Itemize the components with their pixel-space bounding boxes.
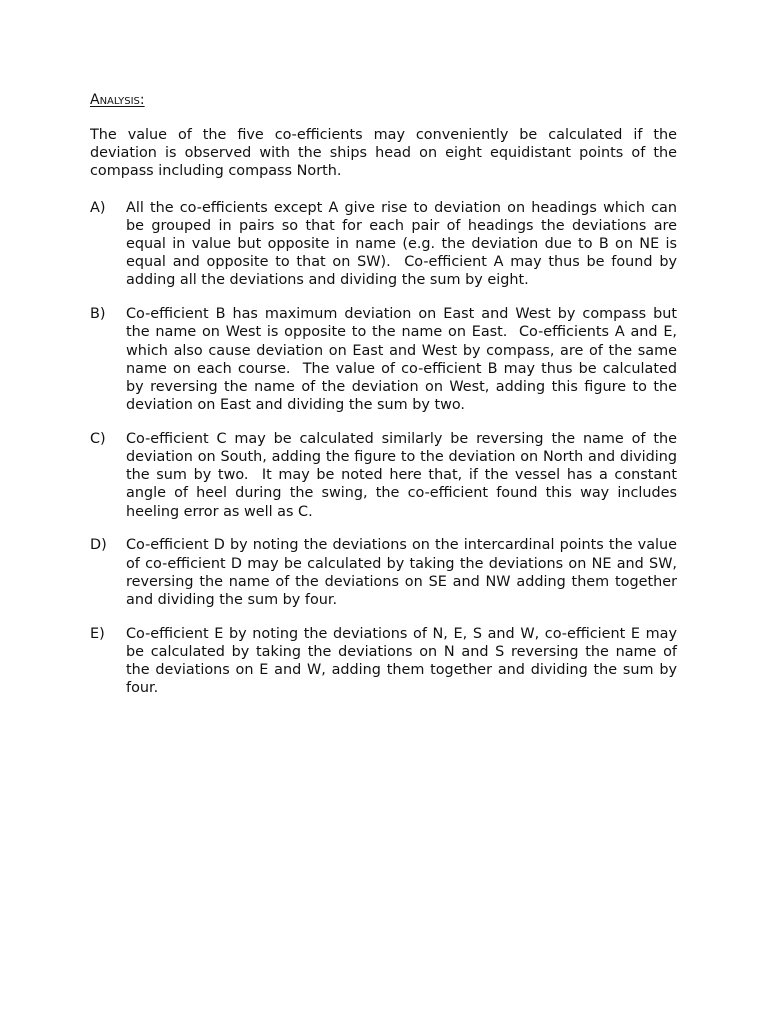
- list-marker: B): [90, 306, 106, 323]
- list-item-text: Co-efficient B has maximum deviation on East and West by compass but the name on West is opposite to the name on East. Co-efficients A and E, which also cause deviation on East and West by compass, are of the same name on each course. The value of co-efficient B may thus be calculated by reversing the name of the deviation on West, adding this figure to the deviation on East and dividing the sum by two.: [126, 306, 682, 414]
- section-heading: Analysis:: [90, 92, 145, 108]
- list-item-text: Co-efficient E by noting the deviations of N, E, S and W, co-efficient E may be calculated by taking the deviations on N and S reversing the name of the deviations on E and W, adding them together and dividing the sum by four.: [126, 625, 682, 697]
- document-page: [90, 91, 682, 713]
- list-marker: D): [90, 537, 107, 554]
- list-item-d: [90, 536, 682, 609]
- list-item-c: [90, 430, 682, 521]
- list-marker: C): [90, 430, 106, 447]
- list-item-text: Co-efficient C may be calculated similarly be reversing the name of the deviation on South, adding the figure to the deviation on North and dividing the sum by two. It may be noted here that, if the vessel has a constant angle of heel during the swing, the co-efficient found this way includes heeling error as well as C.: [126, 430, 682, 520]
- list-item-b: [90, 305, 682, 414]
- coefficient-list: [90, 199, 682, 698]
- list-marker: A): [90, 199, 106, 216]
- list-item-e: [90, 625, 682, 698]
- list-item-text: All the co-efficients except A give rise to deviation on headings which can be grouped in pairs so that for each pair of headings the deviations are equal in value but opposite in name (e.g. the deviation due to B on NE is equal and opposite to that on SW). Co-efficient A may thus be found by adding all the deviations and dividing the sum by eight.: [126, 199, 682, 289]
- intro-paragraph: The value of the five co-efficients may conveniently be calculated if the deviation is observed with the ships head on eight equidistant points of the compass including compass North.: [90, 127, 677, 180]
- list-marker: E): [90, 625, 105, 642]
- list-item-a: [90, 199, 682, 290]
- list-item-text: Co-efficient D by noting the deviations on the intercardinal points the value of co-efficient D may be calculated by taking the deviations on NE and SW, reversing the name of the deviations on SE and NW adding them together and dividing the sum by four.: [126, 537, 682, 608]
